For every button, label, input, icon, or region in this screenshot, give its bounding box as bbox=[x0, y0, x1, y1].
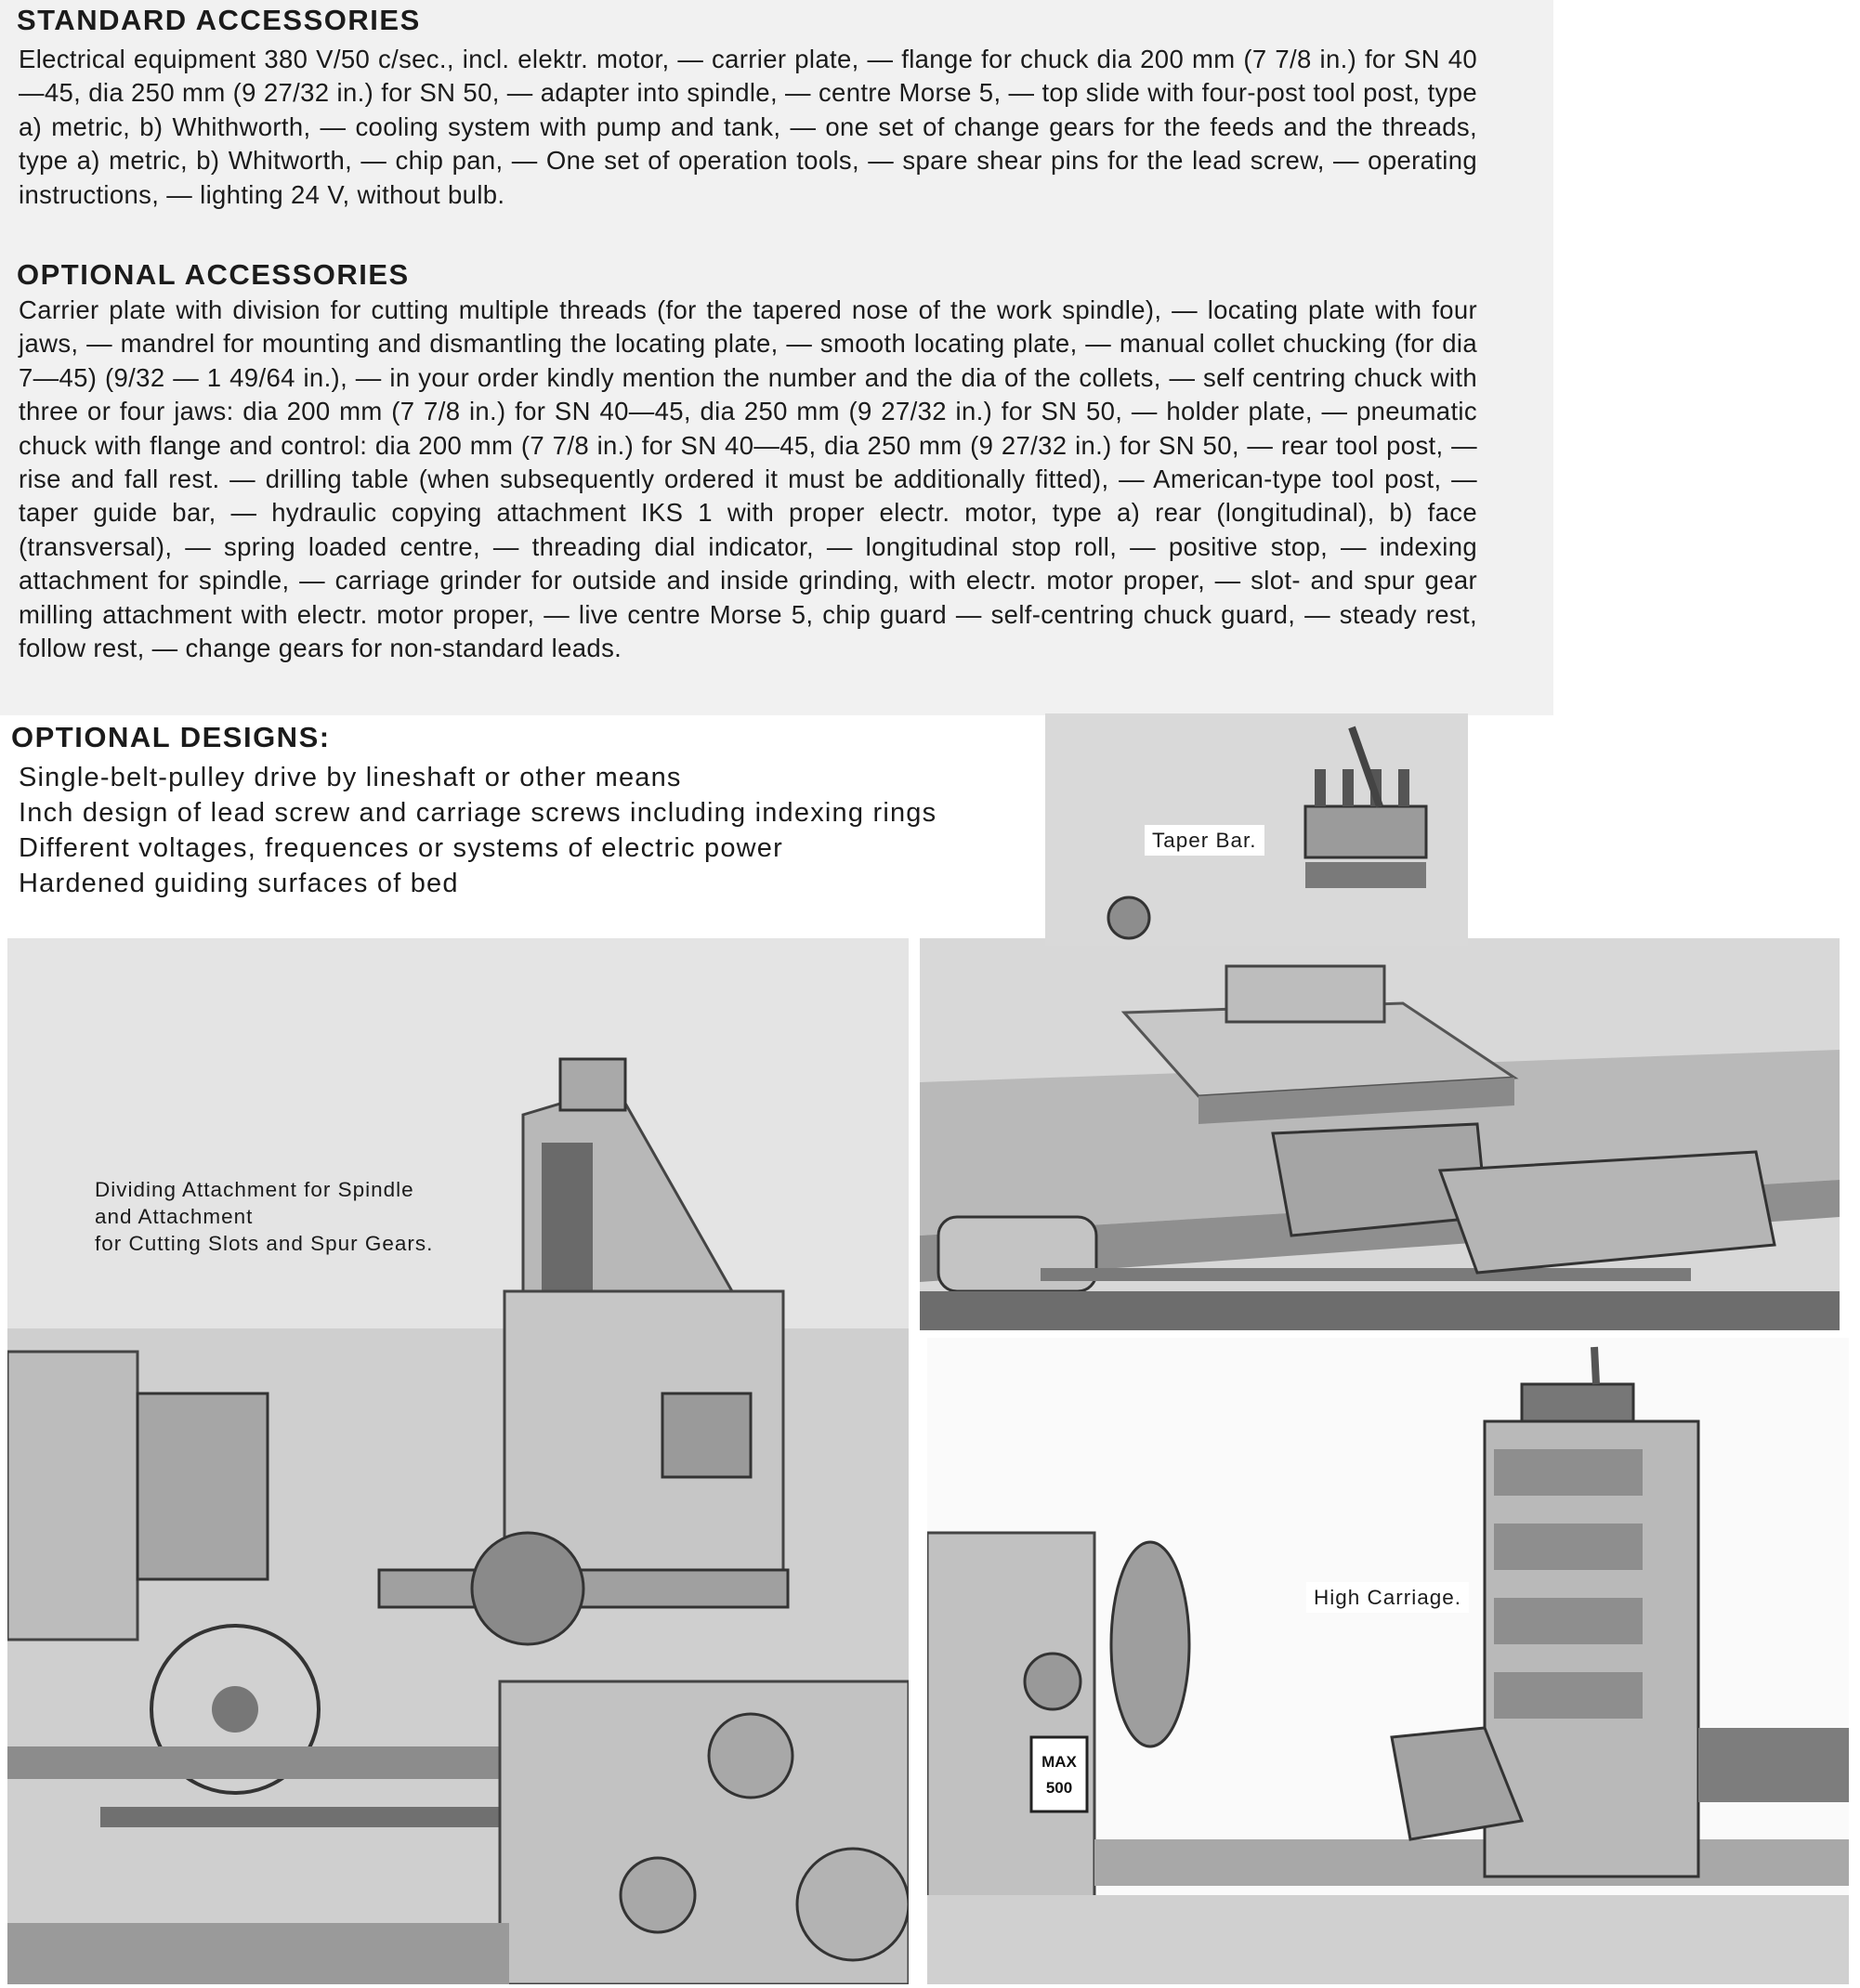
dividing-caption-line: for Cutting Slots and Spur Gears. bbox=[95, 1232, 434, 1255]
optional-accessories-text: Carrier plate with division for cutting multiple threads (for the tapered nose of the work spindle), — locating plate with four jaws, — mandrel for mounting and dismantling the locating plate, — smooth locating plate, — manual collet chucking (for dia 7—45) (9/32 — 1 49/64 in.), — in your order kindly mention the number and the dia of the collets, — self centring chuck with three or four jaws: dia 200 mm (7 7/8 in.) for SN 40—45, dia 250 mm (9 27/32 in.) for SN 50, — holder plate, — pneumatic chuck with flange and control: dia 200 mm (7 7/8 in.) for SN 40—45, dia 250 mm (9 27/32 in.) for SN 50, — rear tool post, — rise and fall rest. — drilling table (when subsequently ordered it must be additionally fitted), — American-type tool post, — taper guide bar, — hydraulic copying attachment IKS 1 with proper electr. motor, type a) rear (longitudinal), b) face (transversal), — spring loaded centre, — threading dial indicator, — longitudinal stop roll, — positive stop, — indexing attachment for spindle, — carriage grinder for outside and inside grinding, with electr. motor proper, — slot- and spur gear milling attachment with electr. motor proper, — live centre Morse 5, chip guard — self-centring chuck guard, — steady rest, follow rest, — change gears for non-standard leads. bbox=[19, 295, 1477, 663]
max-plate-label: MAX bbox=[1041, 1753, 1077, 1771]
dividing-attachment-illustration bbox=[7, 938, 909, 1984]
design-item: Inch design of lead screw and carriage screws including indexing rings bbox=[19, 798, 937, 828]
standard-accessories-heading: STANDARD ACCESSORIES bbox=[17, 4, 421, 36]
dividing-attachment-photo bbox=[7, 938, 909, 1984]
design-item: Hardened guiding surfaces of bed bbox=[19, 869, 459, 898]
taper-bar-illustration bbox=[920, 938, 1840, 1330]
max-plate bbox=[1031, 1737, 1087, 1811]
max-plate-value: 500 bbox=[1045, 1779, 1073, 1797]
optional-designs-heading: OPTIONAL DESIGNS: bbox=[11, 721, 331, 753]
dividing-caption-line: and Attachment bbox=[95, 1205, 254, 1228]
dividing-caption-line: Dividing Attachment for Spindle bbox=[95, 1178, 414, 1201]
design-item: Different voltages, frequences or systems of electric power bbox=[19, 833, 783, 863]
standard-accessories-text: Electrical equipment 380 V/50 c/sec., incl. elektr. motor, — carrier plate, — flange for chuck dia 200 mm (7 7/8 in.) for SN 40—45, dia 250 mm (9 27/32 in.) for SN 50, — adapter into spindle, — centre Morse 5, — top slide with four-post tool post, type a) metric, b) Whithworth, — cooling system with pump and tank, — one set of change gears for the feeds and the threads, type a) metric, b) Whitworth, — chip pan, — One set of operation tools, — spare shear pins for the lead screw, — operating instructions, — lighting 24 V, without bulb. bbox=[19, 45, 1477, 209]
dividing-caption bbox=[95, 1176, 433, 1257]
high-carriage-caption: High Carriage. bbox=[1306, 1582, 1469, 1613]
high-carriage-photo bbox=[927, 1338, 1849, 1984]
optional-designs-list bbox=[19, 760, 937, 901]
design-item: Single-belt-pulley drive by lineshaft or other means bbox=[19, 763, 682, 792]
optional-accessories-heading: OPTIONAL ACCESSORIES bbox=[17, 258, 410, 291]
taper-bar-caption: Taper Bar. bbox=[1145, 825, 1264, 856]
high-carriage-illustration bbox=[927, 1338, 1849, 1984]
taper-bar-photo bbox=[920, 938, 1840, 1330]
